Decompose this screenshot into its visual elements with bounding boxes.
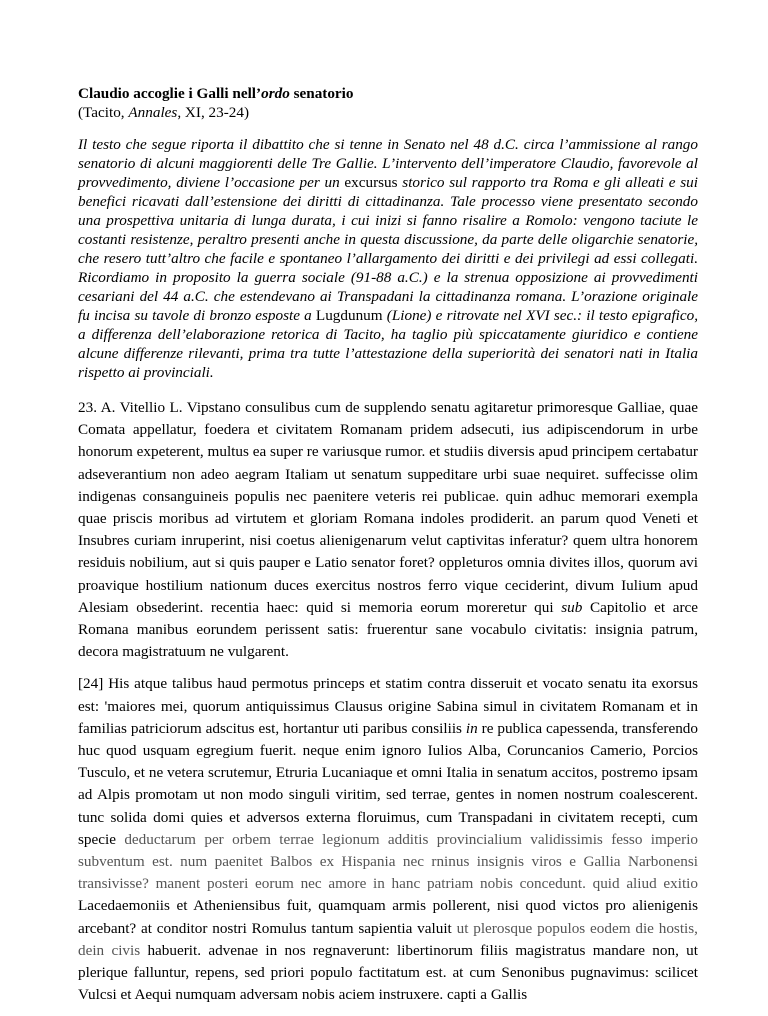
citation-author: (Tacito, xyxy=(78,104,129,121)
latin-text-grey: deductarum per orbem terrae legionum additis provincialium validissimis fesso imperio subventum est. num paenitet Balbos ex Hispania nec rninus insignis viros e Gallia Narbonensi transivisse? manent posteri eorum nec amore in hanc patriam nobis concedunt. quid aliud exitio xyxy=(78,830,699,893)
latin-italic-word: sub xyxy=(561,598,583,616)
latin-text: 23. A. Vitellio L. Vipstano consulibus cum de supplendo senatu agitaretur primoresque Galliae, quae Comata appellatur, foedera et civitatem Romanam pridem adsecuti, ius adipiscendorum in urbe honorum expeterent, multus ea super re variusque rumor. et studiis diversis apud principem certabatur adseverantium non adeo aegram Italiam ut senatum suppeditare urbi suae nequiret. suffecisse olim indigenas consanguineis populis nec paenitere veteris rei publicae. quin adhuc memorari exempla quae priscis moribus ad virtutem et gloriam Romana indoles prodiderit. an parum quod Veneti et Insubres curiam inruperint, nisi coetus alienigenarum velut captivitas inferatur? quem ultra honorem residuis nobilium, aut si quis pauper e Latio senator foret? oppleturos omnia divites illos, quorum avi proavique hostilium nationum duces exercitus nostros ferro vique ceciderint, divum Iulium apud Alesiam obsederint. recentia haec: quid si memoria eorum moreretur qui xyxy=(78,399,698,616)
citation-ref: , XI, 23-24) xyxy=(177,104,250,121)
intro-term-excursus: excursus xyxy=(344,174,398,191)
document-title xyxy=(78,84,698,103)
intro-text: (Lione) e ritrovate nel XVI sec.: il testo epigrafico, a differenza dell’elaborazione retorica di Tacito, ha taglio più spiccatamente giuridico e contiene alcune differenze rilevanti, prima tra tutte l’attestazione della superiorità dei senatori nati in Italia rispetto ai provinciali. xyxy=(78,307,699,381)
title-italic-term: ordo xyxy=(261,85,290,102)
title-text-end: senatorio xyxy=(289,85,354,102)
latin-paragraph-24 xyxy=(78,673,698,1006)
latin-text: Lacedaemoniis et Atheniensibus fuit, quamquam armis pollerent, nisi quod victos pro alienigenis arcebant? at conditor nostri Romulus tantum sapientia valuit xyxy=(78,897,698,937)
source-citation xyxy=(78,103,698,122)
intro-text: Il testo che segue riporta il dibattito che si tenne in Senato nel 48 d.C. circa l’ammissione al rango senatorio di alcuni maggiorenti delle Tre Gallie. L’intervento dell’imperatore Claudio, favorevole al provvedimento, diviene l’occasione per un xyxy=(78,136,698,191)
citation-work: Annales xyxy=(128,104,178,121)
latin-text: habuerit. advenae in nos regnaverunt: libertinorum filiis magistratus mandare non, ut plerique falluntur, repens, sed priori populo factitatum est. at cum Senonibus pugnavimus: scilicet Vulcsi et Aequi numquam adversam nobis aciem instruxere. capti a Gallis xyxy=(78,941,698,1004)
latin-text-grey: ut plerosque populos eodem die hostis, dein civis xyxy=(78,919,698,959)
intro-term-lugdunum: Lugdunum xyxy=(315,307,383,324)
latin-italic-word: in xyxy=(465,719,478,737)
latin-paragraph-23 xyxy=(78,397,698,663)
latin-text: Capitolio et arce Romana manibus eorundem perissent satis: fruerentur sane vocabulo civitatis: insignia patrum, decora magistratuum ne vulgarent. xyxy=(78,598,698,661)
latin-text: [24] His atque talibus haud permotus princeps et statim contra disseruit et vocato senatu ita exorsus est: 'maiores mei, quorum antiquissimus Clausus origine Sabina simul in civitatem Romanam et in familias patriciorum adscitus est, hortantur uti paribus consiliis xyxy=(78,675,698,737)
intro-paragraph xyxy=(78,135,698,382)
latin-text: re publica capessenda, transferendo huc quod usquam egregium fuerit. neque enim ignoro Iulios Alba, Coruncanios Camerio, Porcios Tusculo, et ne vetera scrutemur, Etruria Lucaniaque et omni Italia in senatum accitos, postremo ipsam ad Alpis promotam ut non modo singuli viritim, sed terrae, gentes in nomen nostrum coalescerent. tunc solida domi quies et adversos externa floruimus, cum Transpadani in civitatem recepti, cum specie xyxy=(78,719,698,848)
intro-text: storico sul rapporto tra Roma e gli alleati e sui benefici ricavati dall’estensione dei diritti di cittadinanza. Tale processo viene presentato secondo una prospettiva unitaria di lunga durata, i cui inizi si fanno risalire a Romolo: vengono taciute le costanti resistenze, peraltro presenti anche in questa discussione, da parte delle oligarchie senatorie, che resero tutt’altro che facile e spontaneo l’allargamento dei diritti e dei privilegi ad essi collegati. Ricordiamo in proposito la guerra sociale (91-88 a.C.) e la strenua opposizione ai provvedimenti cesariani del 44 a.C. che estendevano ai Transpadani la cittadinanza romana. L’orazione originale fu incisa su tavole di bronzo esposte a xyxy=(78,174,698,324)
document-page xyxy=(78,84,698,1016)
title-text: Claudio accoglie i Galli nell’ xyxy=(78,85,262,102)
